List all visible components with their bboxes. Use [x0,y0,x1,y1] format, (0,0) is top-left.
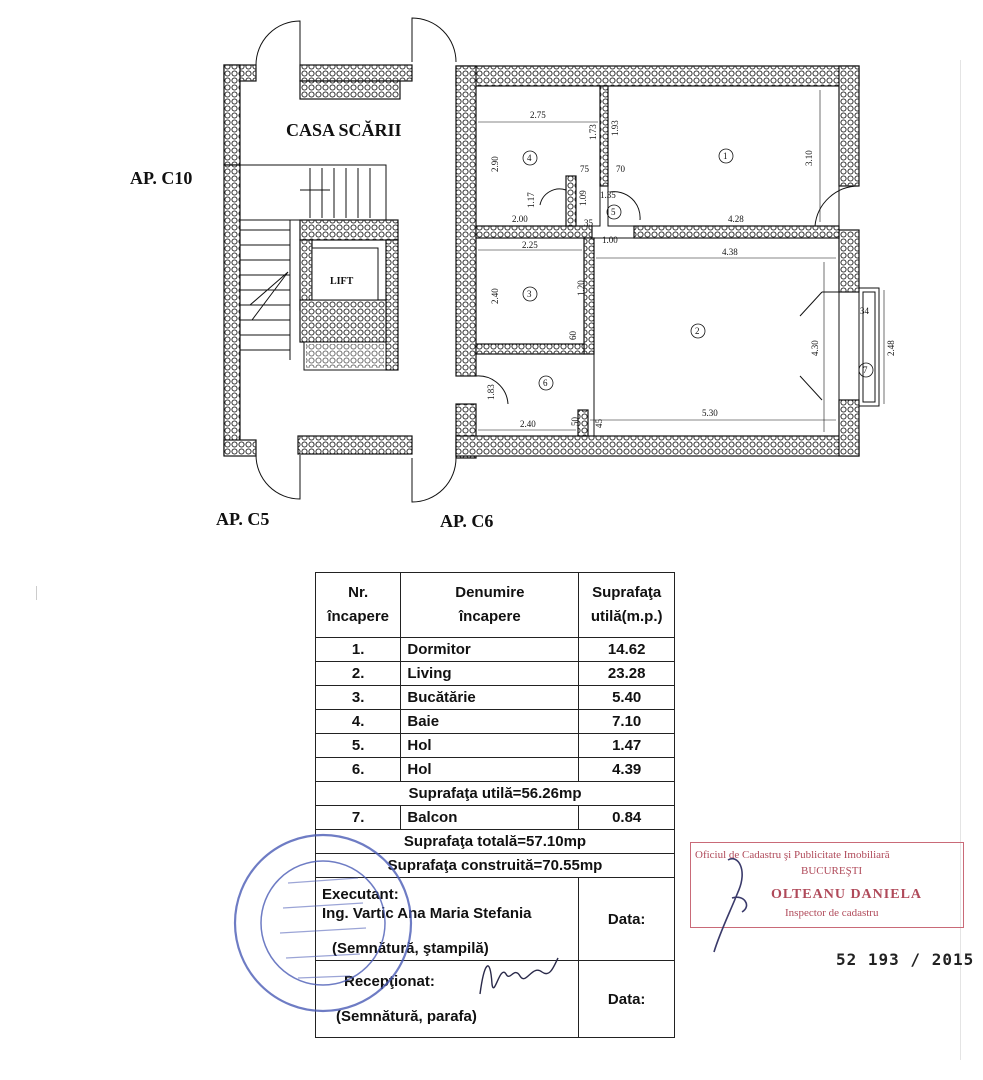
row-name: Living [401,662,579,686]
executant-name: Ing. Vartic Ana Maria Stefania [322,904,532,922]
row-name: Bucătărie [401,686,579,710]
receptionat-sign-label: (Semnătură, parafa) [336,1008,477,1025]
header-area [579,573,675,638]
label-ap-c6: AP. C6 [440,511,494,531]
room-number-5: 5 [611,207,616,217]
room-number-4: 4 [527,153,532,163]
room-number-7: 7 [863,365,868,375]
row-name: Hol [401,758,579,782]
dim-text: 5.30 [702,408,718,418]
room-number-1: 1 [723,151,728,161]
dim-text: 2.48 [886,340,896,356]
row-area: 5.40 [579,686,675,710]
row-nr: 6. [316,758,401,782]
dimensions [486,110,896,429]
table-row [316,734,675,758]
header-nr-line2: încapere [327,608,390,625]
dim-text: 70 [616,164,625,174]
row-name: Baie [401,710,579,734]
label-casa-scarii: CASA SCĂRII [286,120,402,140]
dim-text: 2.90 [490,156,500,172]
header-nr [316,573,401,638]
room-number-2: 2 [695,326,700,336]
table-row [316,686,675,710]
row-nr: 2. [316,662,401,686]
label-ap-c10: AP. C10 [130,168,193,188]
dim-text: 1.35 [600,190,616,200]
dim-text: 2.75 [530,110,546,120]
row-nr: 1. [316,638,401,662]
executant-label: Executant: [322,885,399,903]
cadastre-office-stamp: Oficiul de Cadastru şi Publicitate Imobiliară BUCUREŞTI OLTEANU DANIELA Inspector de cadastru [690,842,964,928]
balcony-row [316,806,675,830]
total-area: Suprafaţa totală=57.10mp [316,830,675,854]
header-nr-line1: Nr. [348,584,369,601]
label-lift: LIFT [330,276,354,287]
row-area: 14.62 [579,638,675,662]
row-name: Balcon [401,806,579,830]
dim-text: 3.10 [804,150,814,166]
table-header-row [316,573,675,638]
row-nr: 5. [316,734,401,758]
dim-text: 2.00 [512,214,528,224]
dim-text: 2.40 [520,419,536,429]
row-nr: 4. [316,710,401,734]
header-name [401,573,579,638]
table-row [316,638,675,662]
dim-text: 1.00 [602,235,618,245]
header-name-line1: Denumire [455,584,525,601]
dim-text: 1.09 [578,190,588,206]
apartment-walls [456,66,859,458]
dim-text: 2.40 [490,288,500,304]
dim-text: 4.28 [728,214,744,224]
scan-mark [36,586,37,600]
dim-text: 2.25 [522,240,538,250]
executant-signature [470,944,560,1004]
dim-text: 1.93 [610,120,620,136]
dim-text: 1.20 [576,280,586,296]
row-area: 1.47 [579,734,675,758]
row-nr: 7. [316,806,401,830]
row-area: 23.28 [579,662,675,686]
authorization-seal [228,828,418,1018]
row-name: Dormitor [401,638,579,662]
row-area: 0.84 [579,806,675,830]
dim-text: 1.83 [486,384,496,400]
receptionat-label: Recepţionat: [344,973,435,990]
table-row [316,758,675,782]
executant-date: Data: [579,878,675,961]
dim-text: 75 [580,164,589,174]
useful-total: Suprafaţa utilă=56.26mp [316,782,675,806]
dim-text: 1.17 [526,192,536,208]
built-area: Suprafaţa construită=70.55mp [316,854,675,878]
dimension-lines [478,90,884,432]
dim-text: 35 [584,218,593,228]
dim-text: 34 [860,306,869,316]
dim-text: 4.30 [810,340,820,356]
useful-total-row [316,782,675,806]
room-outlines [476,86,879,436]
dim-text: 60 [568,331,578,340]
room-doors [476,186,859,404]
header-name-line2: încapere [459,608,521,625]
header-area-line1: Suprafaţa [592,584,662,601]
executant-sign-label: (Semnătură, ştampilă) [332,939,489,957]
receptionat-date: Data: [579,961,675,1038]
label-ap-c5: AP. C5 [216,509,270,529]
dim-text: 45 [594,419,604,428]
registration-number: 52 193 / 2015 [836,950,975,969]
table-row [316,710,675,734]
header-area-line2: utilă(m.p.) [590,608,663,625]
row-name: Hol [401,734,579,758]
room-number-3: 3 [527,289,532,299]
inspector-signature [708,852,768,962]
table-row [316,662,675,686]
row-area: 7.10 [579,710,675,734]
row-nr: 3. [316,686,401,710]
room-number-6: 6 [543,378,548,388]
dim-text: 4.38 [722,247,738,257]
dim-text: 1.73 [588,124,598,140]
row-area: 4.39 [579,758,675,782]
dim-text: 50 [570,417,580,426]
